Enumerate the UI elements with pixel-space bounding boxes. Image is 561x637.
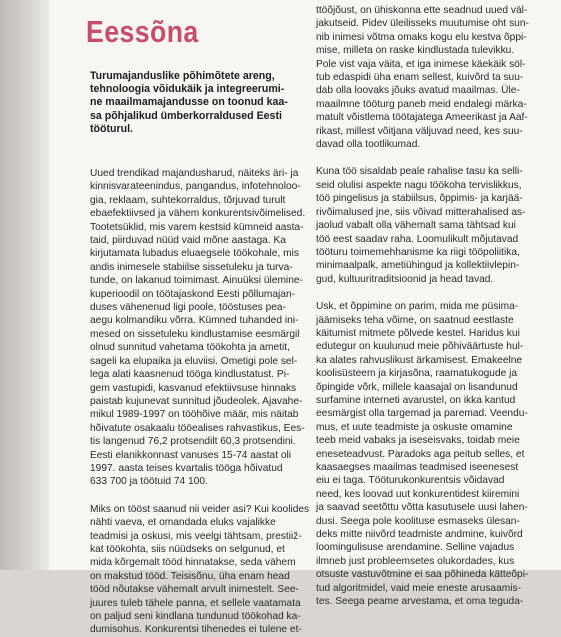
text-line: dab olla loovaks jõuks avatud maailmas. Üle-: [316, 85, 520, 97]
lead-line: Turumajanduslike põhimõtete areng,: [90, 70, 275, 82]
text-line: surfamine interneti avarustel, on ikka kantud: [316, 394, 516, 406]
text-line: ilmneb just probleemsetes olukordades, kus: [316, 555, 515, 567]
paragraph: [316, 165, 524, 286]
text-line: Miks on tööst saanud nii veider asi? Kui koolides: [90, 503, 310, 515]
text-line: Usk, et õppimine on parim, mida me püsima-: [316, 301, 519, 313]
text-line: matult võistlema töötajatega Ameerikast ja Aaf-: [316, 112, 528, 124]
text-line: need, kes loovad uut konkurentidest kiiremini: [316, 488, 520, 500]
text-line: jäämiseks teha võime, on saatnud eestlaste: [316, 314, 514, 326]
text-line: dusi. Seega pole koolituse esmaseks ülesan-: [316, 515, 520, 527]
left-column: [90, 167, 310, 637]
text-line: ebaefektiivsed ja vähem konkurentsivõimelised.: [90, 208, 306, 220]
text-line: kuperioodil on töötajaskond Eesti põllumajan-: [90, 288, 296, 300]
text-line: töö eest saadav raha. Loomulikult mõjutavad: [316, 233, 519, 245]
paragraph: [316, 300, 529, 608]
text-line: maailmne tööturg paneb meid endalegi märka-: [316, 98, 527, 110]
text-line: tub edaspidi üha enam sellest, kuivõrd ta suu-: [316, 72, 524, 84]
text-line: sageli ka elupaika ja eluviisi. Ometigi pole sel-: [90, 355, 298, 367]
text-line: kinnisvarateenindus, pangandus, infotehnoloo-: [90, 181, 301, 193]
text-line: Tootetsüklid, mis varem kestsid kümneid aasta-: [90, 221, 304, 233]
paragraph-gap: [316, 286, 524, 300]
text-line: tud algoritmidel, vaid meie eneste arusaamis-: [316, 582, 521, 594]
text-line: gem vastupidi, kasvanud efektiivsuse hinnaks: [90, 382, 297, 394]
text-line: eneseteadvust. Paradoks aga peitub selles, et: [316, 448, 525, 460]
lead-paragraph: [90, 70, 298, 136]
text-line: jakutseid. Pidev üleilisseks muutumise oht sun-: [316, 18, 529, 30]
text-line: ka alates rahvuslikust ärkamisest. Emakeelne: [316, 354, 523, 366]
text-line: Pole vist vaja väita, et iga inimese käekäik söl-: [316, 58, 526, 70]
text-line: hõivatute osakaalu tööealises rahvastikus, Ees-: [90, 422, 305, 434]
text-line: Uued trendikad majandusharud, näiteks äri- ja: [90, 168, 299, 179]
text-line: minimaalpalk, ametiühingud ja kollektiivlepin-: [316, 260, 520, 272]
text-line: loomingulisuse arendamine. Selline vajadus: [316, 542, 515, 554]
text-line: aegu kolmandiku võrra. Kümned tuhanded ini-: [90, 315, 299, 327]
text-line: tööturu toimemehhanisme ka riigi tööpoliitika,: [316, 246, 520, 258]
text-line: eiu ei taga. Tööturukonkurentsis võidavad: [316, 475, 505, 487]
book-spine-shadow: [0, 0, 49, 570]
lead-line: sa põhjalikud ümberkorraldused Eesti: [90, 109, 282, 122]
text-line: mesed on sissetuleku kindlustamise eesmärgil: [90, 328, 300, 340]
text-line: duses vähenenud ligi poole, tööstuses pea-: [90, 302, 286, 314]
text-line: Kuna töö sisaldab peale rahalise tasu ka selli-: [316, 166, 523, 178]
text-line: õpingide võrk, millele kaasajal on lisandunud: [316, 381, 518, 393]
text-line: 1997. aasta teises kvartalis tööga hõivatud: [90, 462, 283, 474]
text-line: koolisüsteem ja kirjasõna, raamatukogude ja: [316, 368, 518, 380]
text-line: paistab kujunevat sunnitud jõudeolek. Ajavahe-: [90, 395, 303, 407]
text-line: mus, et uute teadmiste ja oskuste omamine: [316, 421, 513, 433]
text-line: 633 700 ja töötuid 74 100.: [90, 476, 208, 488]
text-line: taid, piirduvad nüüd vaid mõne aastaga. Ka: [90, 235, 286, 247]
lead-line: tööturul.: [90, 122, 133, 135]
paragraph-gap: [316, 151, 524, 165]
text-line: olnud sunnitud vahetama töökohta ja ametit,: [90, 342, 290, 354]
text-line: andis inimesele stabiilse sissetuleku ja turva-: [90, 261, 293, 273]
text-line: gia, reklaam, suhtekorraldus, tõrjuvad turult: [90, 194, 286, 206]
text-line: rikast, millest võitjana väljuvad need, kes suu-: [316, 125, 523, 137]
paragraph-gap: [90, 489, 298, 503]
text-line: seid olulisi aspekte nagu töökoha tervislikkus,: [316, 179, 522, 191]
lead-line: ne maailmamajandusse on toonud kaa-: [90, 96, 288, 109]
text-line: käitumist mitmete põlvede kestel. Haridus kui: [316, 327, 520, 339]
text-line: edutegur on kuulunud meie põhiväärtuste hul-: [316, 341, 524, 353]
text-line: otsuste vastuvõtmine ei saa põhineda kätteõpi-: [316, 569, 529, 581]
text-line: Eesti elanikkonnast vanuses 15-74 aastat oli: [90, 449, 292, 461]
text-line: rivõimalused jne, siis võivad mitterahalised as-: [316, 206, 526, 218]
text-line: teadmisi ja oskusi, mis veelgi tähtsam, prestiiž-: [90, 530, 302, 542]
text-line: tis langenud 76,2 protsendilt 60,3 protsendini.: [90, 436, 296, 448]
text-line: kaasaegses maailmas teadmised iseenesest: [316, 462, 519, 473]
text-line: mikul 1989-1997 on tööhõive määr, mis näitab: [90, 409, 299, 421]
text-line: tes. Seega peame arvestama, et oma teguda-: [316, 596, 524, 608]
text-line: teeb meid vabaks ja iseseisvaks, toidab meie: [316, 435, 520, 447]
right-column: [316, 4, 529, 608]
text-line: eesmärgist olla targemad ja paremad. Veendu-: [316, 408, 528, 420]
page-title: Eessõna: [86, 14, 199, 49]
text-line: on makstud tööd. Teisisõnu, üha enam head: [90, 570, 290, 582]
book-page: [49, 0, 561, 636]
text-line: tööd nõutakse vähemalt arvult inimestelt. See-: [90, 584, 299, 596]
text-line: dumisohus. Konkurentsi tihenedes ei tulene et-: [90, 624, 302, 636]
text-line: ja saavad seetõttu võtta kasutusele uusi lahen-: [316, 502, 528, 514]
text-line: nib inimesi võtma omaks kogu elu kestva õppi-: [316, 31, 527, 43]
text-line: tunde, on lakanud toimimast. Ainuüksi üleminе-: [90, 275, 303, 287]
text-line: kat töökohta, siis nüüdseks on selgunud, et: [90, 543, 285, 555]
text-line: juures tuleb tähele panna, et sellele vaatamata: [90, 597, 301, 609]
text-line: gud, kultuuritraditsioonid ja head tavad.: [316, 273, 494, 285]
text-line: lega alati kaasnenud tööga kindlustatust. Pi-: [90, 369, 290, 381]
text-line: on paljud seni kindlana tundunud töökohad ka-: [90, 611, 301, 622]
text-line: deks mitte niivõrd teadmiste andmine, kuivõrd: [316, 529, 523, 541]
text-line: kirjutamata lubadus eluaegsele töökohale, mis: [90, 248, 299, 260]
paragraph: [316, 4, 529, 151]
text-line: mida kõrgemalt tööd hinnatakse, seda vähem: [90, 557, 296, 569]
text-line: davad olla tootlikumad.: [316, 139, 421, 151]
lead-line: tehnoloogia võidukäik ja integreerumi-: [90, 83, 285, 96]
text-line: nähti vaeva, et omandada eluks vajalikke: [90, 517, 276, 529]
text-line: ttöõjõust, on ühiskonna ette seadnud uued väl-: [316, 5, 528, 16]
text-line: mise, milleta on raske kindlustada tulevikku.: [316, 45, 515, 57]
text-line: jaolud vabalt olla vähemalt sama tähtsad kui: [316, 220, 516, 232]
paragraph: [90, 167, 306, 489]
text-line: töö pingelisus ja stabiilsus, õppimis- ja karjää-: [316, 193, 523, 205]
